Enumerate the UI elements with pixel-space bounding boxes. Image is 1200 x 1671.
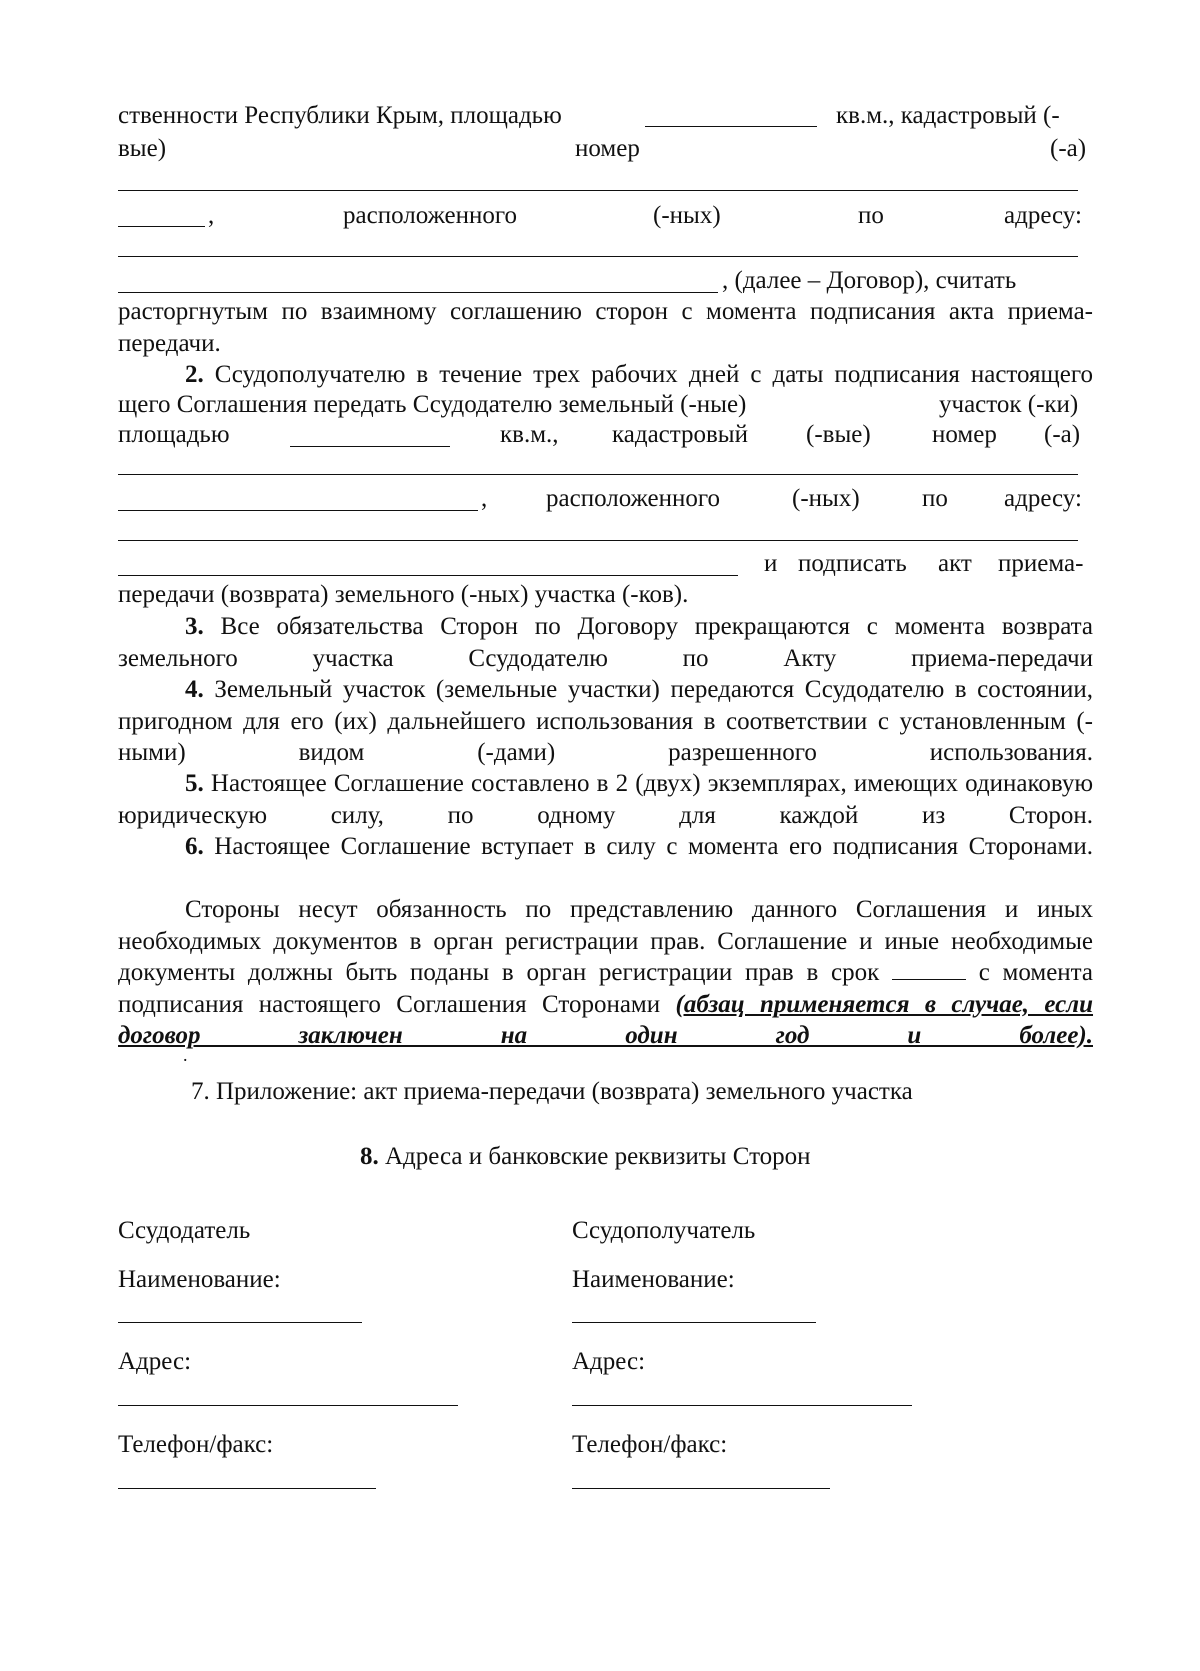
borrower-name-label: Наименование: [572, 1266, 735, 1293]
lender-phone-label: Телефон/факс: [118, 1431, 274, 1458]
p2-line1 [118, 359, 1093, 391]
borrower-phone-blank [572, 1488, 830, 1489]
top-line2-left: вые) [118, 135, 167, 162]
p2-reception: приема- [998, 550, 1084, 577]
cadastral-blank [118, 190, 1078, 191]
p6-number: 6. [185, 833, 204, 860]
p2-comma: , [481, 485, 488, 512]
address-blank [118, 256, 1078, 257]
area-blank [645, 126, 817, 127]
lender-title: Ссудодатель [118, 1217, 251, 1244]
address-word: адресу: [1004, 202, 1082, 229]
p5-text: Настоящее Соглашение составлено в 2 (двух) экземплярах, имеющих одинаковую юридическую силу, по одному для каждой из Сторон. [118, 770, 1093, 829]
registration-text-2: с момента подписания настоящего Соглашения Сторонами [118, 959, 1094, 1018]
p2-number: 2. [185, 361, 204, 388]
top-line2-right: (-а) [1050, 135, 1087, 162]
p9-text: Адреса и банковские реквизиты Сторон [385, 1143, 811, 1170]
short-blank [118, 226, 205, 227]
p2-address-word: адресу: [1004, 485, 1082, 512]
p2-plural-2: (-ных) [792, 485, 860, 512]
paragraph-6 [118, 831, 1093, 863]
p2-cadastral-blank [118, 474, 1078, 475]
top-line1-right: кв.м., кадастровый (- [836, 102, 1060, 129]
p2-plural: (-вые) [806, 421, 871, 448]
applicability-note: (абзац применяется в случае, если договор заключен на один год и более). [118, 990, 1094, 1049]
borrower-phone-label: Телефон/факс: [572, 1431, 728, 1458]
lender-address-label: Адрес: [118, 1348, 192, 1375]
paragraph-termination [118, 296, 1093, 359]
appendix-line: 7. Приложение: акт приема-передачи (возврата) земельного участка [191, 1078, 913, 1105]
p2-number-suffix: (-а) [1044, 421, 1081, 448]
paragraph-4 [118, 674, 1093, 769]
termination-text: расторгнутым по взаимному соглашению сторон с момента подписания акта приема-передачи. [118, 298, 1093, 357]
top-line2-mid: номер [575, 135, 640, 162]
p2-area-word: площадью [118, 421, 230, 448]
by-word: по [858, 202, 884, 229]
lender-address-blank [118, 1405, 458, 1406]
p3-number: 3. [185, 613, 204, 640]
borrower-title: Ссудополучатель [572, 1217, 756, 1244]
p2-short-blank [118, 510, 478, 511]
top-line1-left: ственности Республики Крым, площадью [118, 102, 562, 129]
comma: , [208, 202, 215, 229]
p3-text: Все обязательства Сторон по Договору прекращаются с момента возврата земельного участка Ссудодателю по Акту приема-передачи [118, 613, 1093, 672]
requisites-heading [360, 1142, 811, 1172]
p2-address-blank [118, 540, 1078, 541]
lender-phone-blank [118, 1488, 376, 1489]
top-line4-right: , (далее – Договор), считать [722, 267, 1017, 294]
p2-text: Ссудополучателю в течение трех рабочих дней с даты подписания настоящего [214, 361, 1093, 388]
p9-number: 8. [360, 1143, 379, 1170]
plural-word: (-ных) [653, 202, 721, 229]
p2-cadastral: кадастровый [612, 421, 748, 448]
p5-number: 5. [185, 770, 204, 797]
p2-last-line: передачи (возврата) земельного (-ных) участка (-ков). [118, 581, 689, 608]
p6-text: Настоящее Соглашение вступает в силу с момента его подписания Сторонами. [214, 833, 1094, 860]
lender-name-label: Наименование: [118, 1266, 281, 1293]
p2-line2-right: участок (-ки) [939, 391, 1079, 418]
address-blank-2 [118, 292, 718, 293]
borrower-address-blank [572, 1405, 912, 1406]
paragraph-5 [118, 768, 1093, 831]
p2-sign: подписать [798, 550, 907, 577]
p2-act: акт [938, 550, 972, 577]
p4-number: 4. [185, 676, 204, 703]
p2-area-blank [290, 446, 450, 447]
borrower-name-blank [572, 1322, 816, 1323]
paragraph-registration [118, 894, 1093, 1052]
registration-text: Стороны несут обязанность по представлению данного Соглашения и иных необходимых документов в орган регистрации прав. Соглашение и иные необходимые документы должны быть поданы в орган регистрации прав в срок [118, 896, 1093, 986]
p2-located: расположенного [546, 485, 721, 512]
term-blank [892, 957, 966, 980]
p4-text: Земельный участок (земельные участки) передаются Ссудодателю в состоянии, пригодном для его (их) дальнейшего использования в соответствии с установленным (-ными) видом (-дами) разрешенного использования. [118, 676, 1093, 766]
p2-and: и [764, 550, 778, 577]
p2-line2-left: щего Соглашения передать Ссудодателю земельный (-ные) [118, 391, 747, 418]
borrower-address-label: Адрес: [572, 1348, 646, 1375]
p2-sqm: кв.м., [500, 421, 559, 448]
p2-by: по [922, 485, 948, 512]
p2-number-word: номер [932, 421, 997, 448]
stray-dot: . [183, 1045, 188, 1065]
lender-name-blank [118, 1322, 362, 1323]
p2-address-blank-2 [118, 575, 738, 576]
paragraph-3 [118, 611, 1093, 674]
located-word: расположенного [343, 202, 518, 229]
